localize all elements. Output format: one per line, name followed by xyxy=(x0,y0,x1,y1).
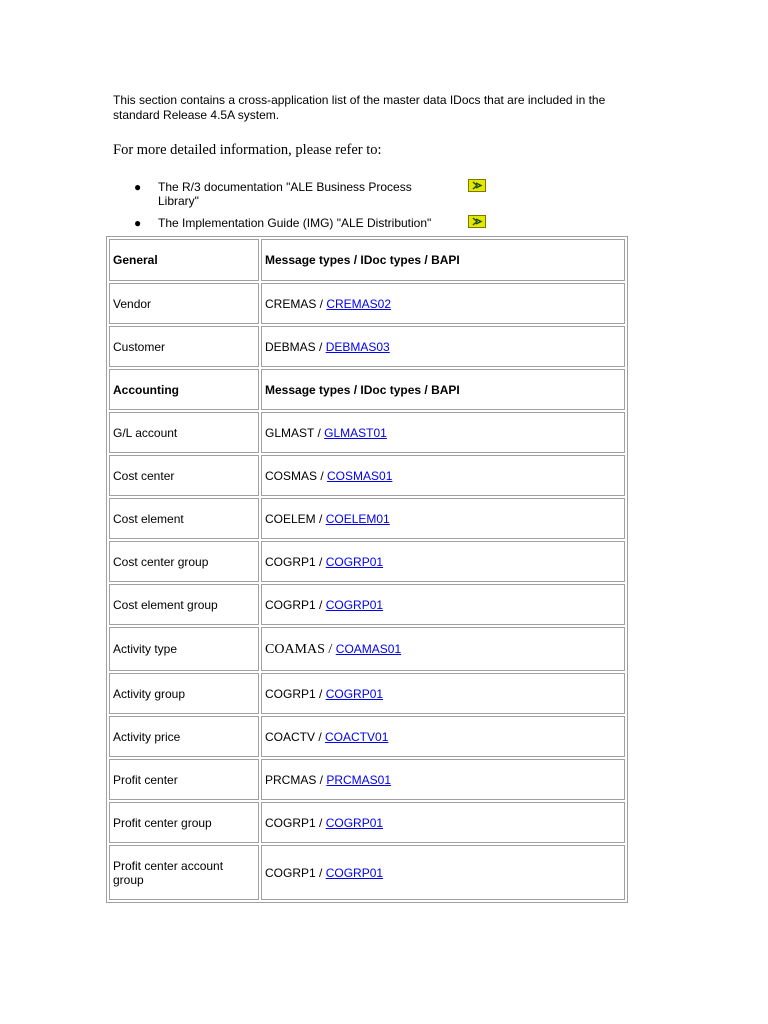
table-row xyxy=(109,412,625,453)
idoc-cell xyxy=(261,455,625,496)
object-name: Cost center xyxy=(109,455,259,496)
table-row xyxy=(109,455,625,496)
object-name: Vendor xyxy=(109,283,259,324)
reference-text: The Implementation Guide (IMG) "ALE Distribution" xyxy=(158,216,432,230)
idoc-type-link[interactable]: COGRP01 xyxy=(325,865,384,880)
column-heading: Message types / IDoc types / BAPI xyxy=(261,239,625,281)
idoc-type-link[interactable]: COGRP01 xyxy=(325,597,384,612)
message-type: GLMAST / xyxy=(265,425,325,440)
idoc-type-link[interactable]: COAMAS01 xyxy=(335,641,402,656)
message-type: COGRP1 / xyxy=(265,554,326,569)
object-name: Profit center group xyxy=(109,802,259,843)
table-row xyxy=(109,283,625,324)
table-row xyxy=(109,802,625,843)
table-row xyxy=(109,627,625,671)
object-name: Activity group xyxy=(109,673,259,714)
object-name: Cost element group xyxy=(109,584,259,625)
idoc-cell xyxy=(261,845,625,900)
message-type: COGRP1 / xyxy=(265,597,326,612)
message-type: PRCMAS / xyxy=(265,772,327,787)
idoc-cell xyxy=(261,584,625,625)
message-type: COELEM / xyxy=(265,511,326,526)
table-header-row xyxy=(109,369,625,410)
object-name: Cost center group xyxy=(109,541,259,582)
table-row xyxy=(109,584,625,625)
table-row xyxy=(109,716,625,757)
idoc-type-link[interactable]: COSMAS01 xyxy=(327,468,393,483)
idoc-type-link[interactable]: CREMAS02 xyxy=(326,296,392,311)
idoc-type-link[interactable]: COGRP01 xyxy=(325,554,384,569)
idoc-type-link[interactable]: COGRP01 xyxy=(325,686,384,701)
table-row xyxy=(109,759,625,800)
reference-item xyxy=(113,180,513,210)
object-name: Cost element xyxy=(109,498,259,539)
reference-text: The R/3 documentation "ALE Business Process Library" xyxy=(158,180,412,208)
idoc-cell xyxy=(261,759,625,800)
bullet-icon: ● xyxy=(134,216,142,230)
idoc-type-link[interactable]: GLMAST01 xyxy=(324,425,387,440)
object-name: Profit center xyxy=(109,759,259,800)
refer-text: For more detailed information, please refer to: xyxy=(113,142,382,158)
intro-paragraph: This section contains a cross-application list of the master data IDocs that are included in the standard Release 4.5A system. xyxy=(113,93,606,122)
object-name: G/L account xyxy=(109,412,259,453)
section-heading: General xyxy=(109,239,259,281)
section-heading: Accounting xyxy=(109,369,259,410)
column-heading: Message types / IDoc types / BAPI xyxy=(261,369,625,410)
message-type: COGRP1 / xyxy=(265,865,326,880)
object-name: Activity type xyxy=(109,627,259,671)
idoc-cell xyxy=(261,283,625,324)
idoc-type-link[interactable]: PRCMAS01 xyxy=(326,772,392,787)
reference-item xyxy=(113,216,513,232)
idoc-cell xyxy=(261,541,625,582)
idoc-cell xyxy=(261,716,625,757)
hyperlink-icon[interactable] xyxy=(468,179,486,192)
reference-list xyxy=(113,180,513,232)
hyperlink-icon[interactable] xyxy=(468,215,486,228)
table-row xyxy=(109,845,625,900)
message-type: CREMAS / xyxy=(265,296,327,311)
idoc-cell xyxy=(261,802,625,843)
idoc-type-link[interactable]: COGRP01 xyxy=(325,815,384,830)
idoc-cell xyxy=(261,412,625,453)
table-row xyxy=(109,541,625,582)
message-type: DEBMAS / xyxy=(265,339,326,354)
message-type: COGRP1 / xyxy=(265,686,326,701)
message-type: COACTV / xyxy=(265,729,326,744)
object-name: Customer xyxy=(109,326,259,367)
table-row xyxy=(109,498,625,539)
idoc-cell xyxy=(261,326,625,367)
idoc-cell xyxy=(261,673,625,714)
message-type: COAMAS / xyxy=(265,641,336,657)
idoc-type-link[interactable]: DEBMAS03 xyxy=(325,339,390,354)
idoc-cell xyxy=(261,498,625,539)
idoc-type-link[interactable]: COACTV01 xyxy=(325,729,389,744)
object-name: Profit center account group xyxy=(109,845,259,900)
table-header-row xyxy=(109,239,625,281)
idoc-table xyxy=(106,236,628,903)
object-name: Activity price xyxy=(109,716,259,757)
table-row xyxy=(109,673,625,714)
table-row xyxy=(109,326,625,367)
message-type: COGRP1 / xyxy=(265,815,326,830)
message-type: COSMAS / xyxy=(265,468,328,483)
bullet-icon: ● xyxy=(134,180,142,194)
idoc-type-link[interactable]: COELEM01 xyxy=(325,511,390,526)
idoc-cell xyxy=(261,627,625,671)
